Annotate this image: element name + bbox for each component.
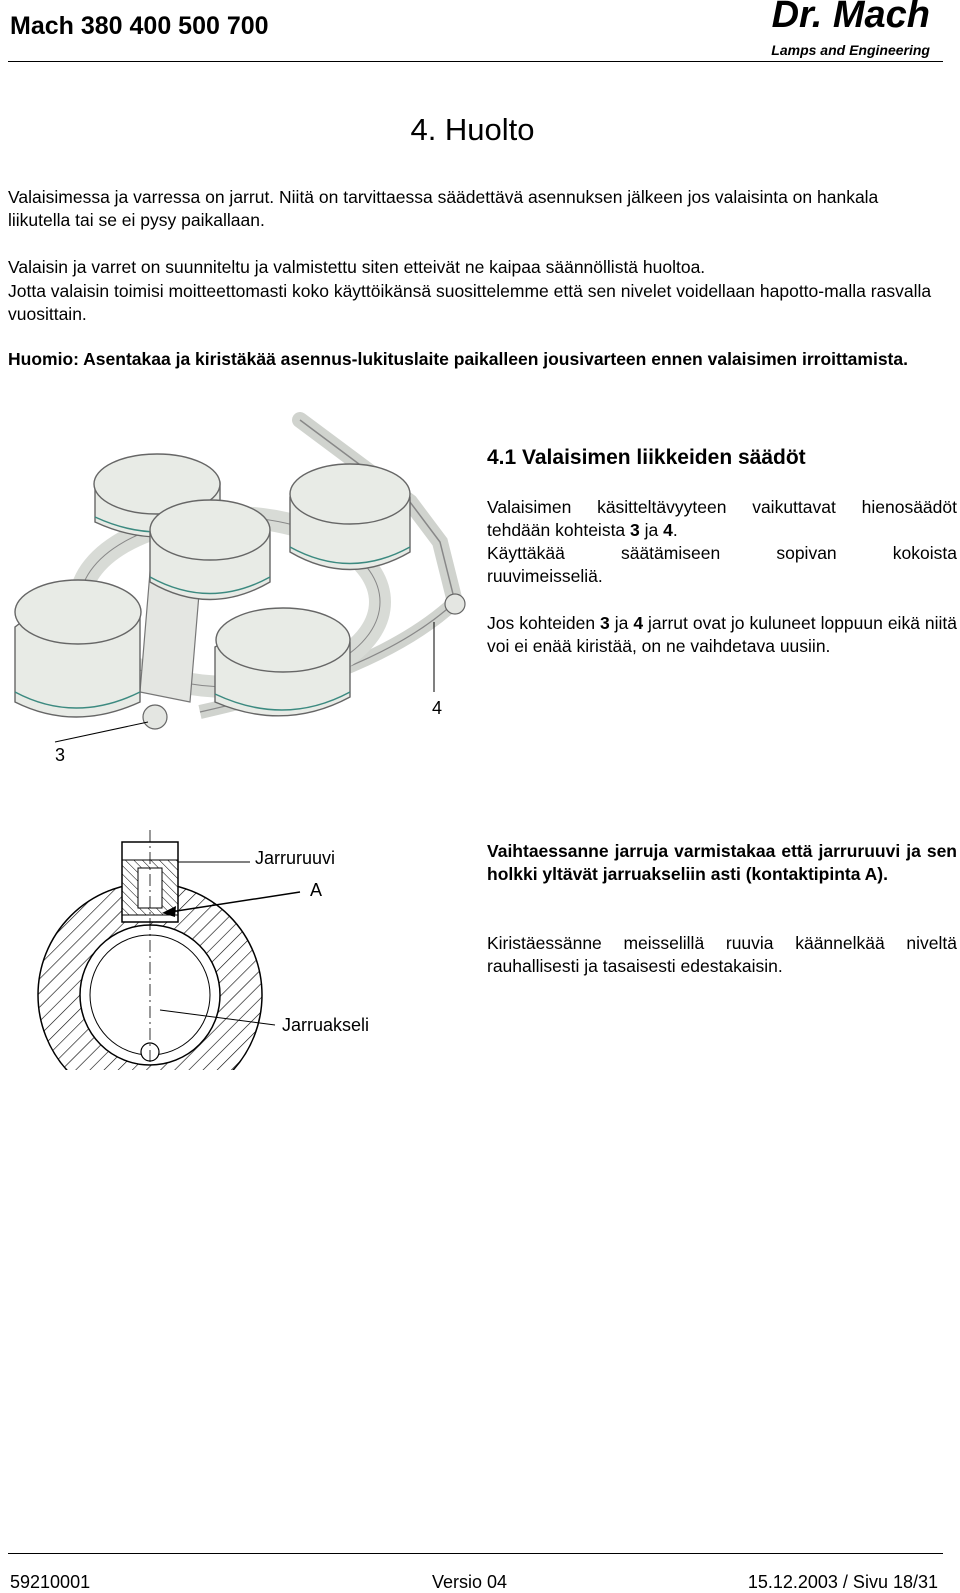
label-brake-axle: Jarruakseli bbox=[282, 1015, 370, 1035]
figure-label-4: 4 bbox=[432, 698, 443, 718]
ref-and: ja bbox=[639, 520, 664, 540]
section-p1-line3-wrap bbox=[487, 542, 957, 565]
footer-date-page: 15.12.2003 / Sivu 18/31 bbox=[747, 1572, 938, 1592]
section-title: 4.1 Valaisimen liikkeiden säädöt bbox=[487, 446, 806, 469]
ref-and-b: ja bbox=[609, 613, 634, 633]
lamp-illustration bbox=[0, 412, 475, 772]
lamp-head-bottom-right bbox=[215, 608, 350, 716]
lamp-head-bottom-left bbox=[15, 580, 141, 717]
instruction-bold: Vaihtaessanne jarruja varmistakaa että jarruruuvi ja sen holkki yltävät jarruakseliin asti (kontaktipinta A). bbox=[487, 841, 957, 884]
leader-line-3 bbox=[55, 722, 148, 742]
brake-pivot-3 bbox=[143, 705, 167, 729]
section-p1-line3: Käyttäkää säätämiseen sopivan kokoista bbox=[487, 543, 957, 563]
brand-tagline: Lamps and Engineering bbox=[771, 42, 930, 58]
figure-label-3: 3 bbox=[55, 745, 66, 765]
section-p2-end: jarrut ovat jo kuluneet loppuun eikä niitä voi ei enää kiristää, on ne vaihdetava uusiin. bbox=[487, 613, 957, 656]
document-model-title: Mach 380 400 500 700 bbox=[10, 12, 269, 40]
section-p1-line2-text: tehdään kohteista bbox=[487, 520, 631, 540]
section-p2-start: Jos kohteiden bbox=[487, 613, 601, 633]
footer-doc-number: 59210001 bbox=[10, 1572, 91, 1592]
paragraph-maintenance-line1: Valaisin ja varret on suunniteltu ja valmistettu siten etteivät ne kaipaa säännöllistä huoltoa. bbox=[8, 257, 706, 277]
paragraph-brakes: Valaisimessa ja varressa on jarrut. Niitä on tarvittaessa säädettävä asennuksen jälkeen jos valaisinta on hankala liikutella tai se ei pysy paikallaan. bbox=[8, 187, 879, 230]
label-contact-a: A bbox=[310, 880, 323, 900]
ref-dot: . bbox=[672, 520, 678, 540]
ref-3-b: 3 bbox=[600, 613, 610, 633]
ref-3: 3 bbox=[630, 520, 640, 540]
warning-paragraph: Huomio: Asentakaa ja kiristäkää asennus-lukituslaite paikalleen jousivarteen ennen valaisimen irroittamista. bbox=[8, 349, 908, 369]
footer-version: Versio 04 bbox=[432, 1572, 508, 1592]
brake-cross-section bbox=[0, 820, 480, 1070]
section-paragraph-1b bbox=[487, 519, 957, 542]
section-p1-line4-wrap bbox=[487, 565, 957, 588]
section-paragraph-1 bbox=[487, 496, 957, 519]
lamp-head-top-right bbox=[290, 464, 410, 570]
lamp-head-center bbox=[150, 500, 270, 600]
footer-divider bbox=[8, 1553, 943, 1554]
instruction-text: Kiristäessänne meisselillä ruuvia käännelkää niveltä rauhallisesti ja tasaisesti edestakaisin. bbox=[487, 933, 957, 976]
page-title: 4. Huolto bbox=[410, 112, 535, 147]
brake-pivot-4 bbox=[445, 594, 465, 614]
section-p1-line4: ruuvimeisseliä. bbox=[487, 566, 603, 586]
header-divider bbox=[8, 61, 943, 62]
section-paragraph-2 bbox=[487, 612, 957, 658]
ref-4-b: 4 bbox=[633, 613, 644, 633]
section-p1-line1: Valaisimen käsitteltävyyteen vaikuttavat hienosäädöt bbox=[487, 497, 957, 517]
ref-4: 4 bbox=[663, 520, 673, 540]
brand-logo: Dr. Mach bbox=[771, 0, 930, 36]
paragraph-maintenance-line2: Jotta valaisin toimisi moitteettomasti koko käyttöikänsä suosittelemme että sen nivelet voidellaan hapotto-malla rasvalla vuosittain. bbox=[8, 281, 932, 324]
label-brake-screw: Jarruruuvi bbox=[255, 848, 336, 868]
